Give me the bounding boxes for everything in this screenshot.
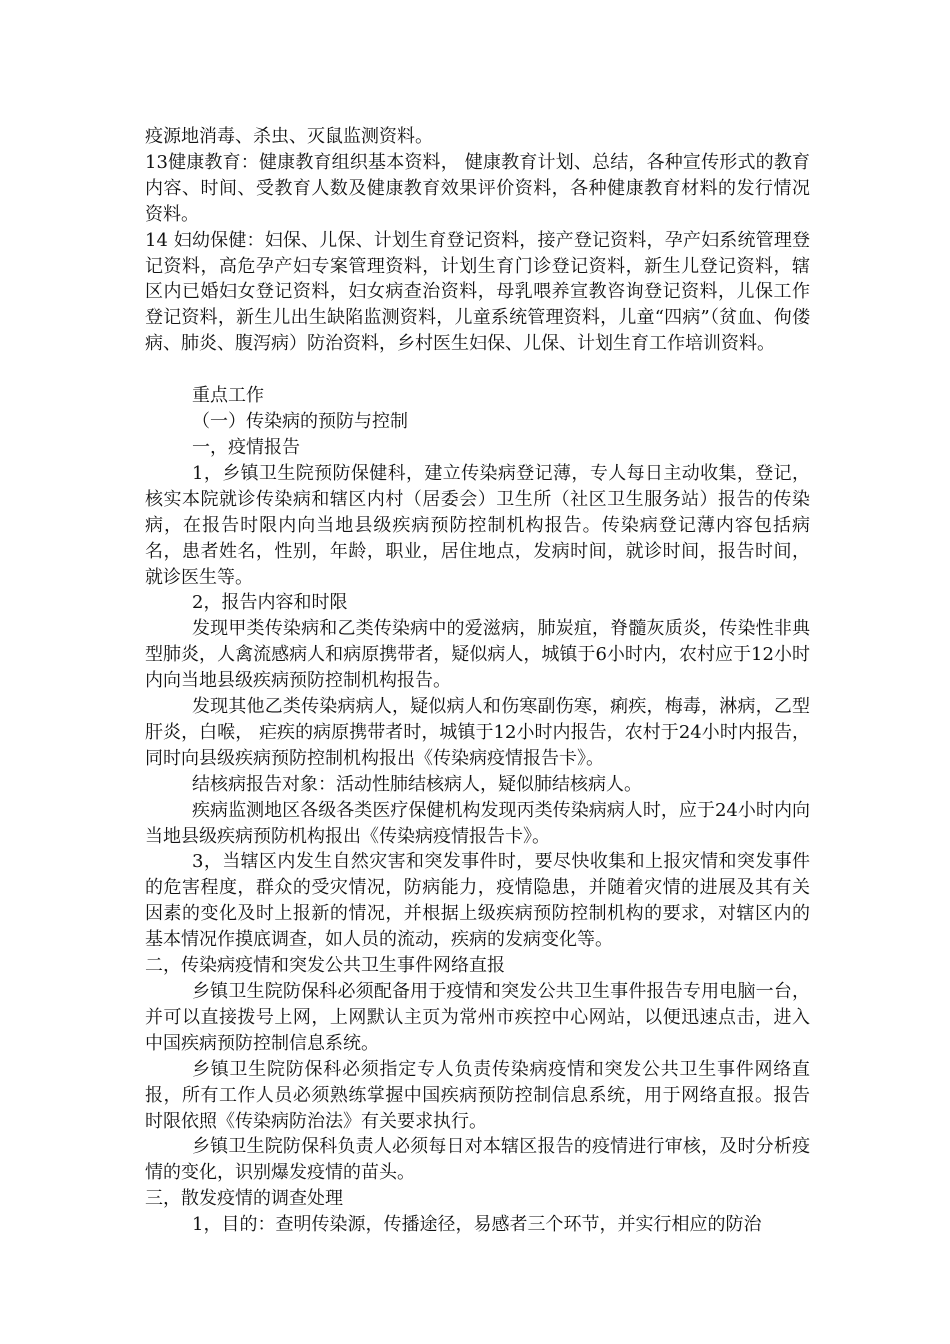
- heading-epidemic-report: 一，疫情报告: [192, 436, 300, 458]
- document-page: [145, 124, 810, 1238]
- heading-network-report: 二，传染病疫情和突发公共卫生事件网络直报: [145, 955, 505, 977]
- section-heading-key-work: 重点工作: [192, 385, 264, 407]
- paragraph-purpose: 1，目的：查明传染源，传播途径，易感者三个环节，并实行相应的防治: [192, 1214, 762, 1236]
- paragraph-computer: 乡镇卫生院防保科必须配备用于疫情和突发公共卫生事件报告专用电脑一台，并可以直接拨号上网，上网默认主页为常州市疾控中心网站，以便迅速点击，进入中国疾病预防控制信息系统。: [145, 981, 810, 1054]
- heading-report-content: 2，报告内容和时限: [192, 592, 348, 614]
- paragraph-class-c: 疾病监测地区各级各类医疗保健机构发现丙类传染病病人时，应于24小时内向当地县级疾病预防机构报出《传染病疫情报告卡》。: [145, 799, 810, 847]
- paragraph-review: 乡镇卫生院防保科负责人必须每日对本辖区报告的疫情进行审核，及时分析疫情的变化，识别爆发疫情的苗头。: [145, 1136, 810, 1184]
- subsection-heading-infectious-disease: （一）传染病的预防与控制: [192, 411, 408, 433]
- paragraph-registration: 1，乡镇卫生院预防保健科，建立传染病登记薄，专人每日主动收集，登记，核实本院就诊传染病和辖区内村（居委会）卫生所（社区卫生服务站）报告的传染病，在报告时限内向当地县级疾病预防控制机构报告。传染病登记薄内容包括病名，患者姓名，性别，年龄，职业，居住地点，发病时间，就诊时间，报告时间，就诊医生等。: [145, 462, 810, 588]
- paragraph-class-b: 发现其他乙类传染病病人，疑似病人和伤寒副伤寒，痢疾，梅毒，淋病，乙型肝炎，白喉， 疟疾的病原携带者时，城镇于12小时内报告，农村于24小时内报告，同时向县级疾病预防控制机构报出《传染病疫情报告卡》。: [145, 696, 810, 769]
- paragraph-disaster: 3，当辖区内发生自然灾害和突发事件时，要尽快收集和上报灾情和突发事件的危害程度，群众的受灾情况，防病能力，疫情隐患，并随着灾情的进展及其有关因素的变化及时上报新的情况，并根据上级疾病预防控制机构的要求，对辖区内的基本情况作摸底调查，如人员的流动，疾病的发病变化等。: [145, 851, 810, 951]
- paragraph-1: 疫源地消毒、杀虫、灭鼠监测资料。: [145, 126, 433, 147]
- paragraph-class-a: 发现甲类传染病和乙类传染病中的爱滋病，肺炭疽，脊髓灰质炎，传染性非典型肺炎，人禽流感病人和病原携带者，疑似病人，城镇于6小时内，农村应于12小时内向当地县级疾病预防控制机构报告。: [145, 618, 810, 692]
- heading-investigation: 三，散发疫情的调查处理: [145, 1188, 343, 1210]
- paragraph-staff: 乡镇卫生院防保科必须指定专人负责传染病疫情和突发公共卫生事件网络直报，所有工作人员必须熟练掌握中国疾病预防控制信息系统，用于网络直报。报告时限依照《传染病防治法》有关要求执行。: [145, 1058, 810, 1132]
- paragraph-3: 14 妇幼保健：妇保、儿保、计划生育登记资料，接产登记资料，孕产妇系统管理登记资料，高危孕产妇专案管理资料，计划生育门诊登记资料，新生儿登记资料，辖区内已婚妇女登记资料，妇女病查治资料，母乳喂养宣教咨询登记资料，儿保工作登记资料，新生儿出生缺陷监测资料，儿童系统管理资料，儿童“四病”（贫血、佝偻病、肺炎、腹泻病）防治资料，乡村医生妇保、儿保、计划生育工作培训资料。: [145, 229, 810, 355]
- paragraph-2: 13健康教育：健康教育组织基本资料， 健康教育计划、总结，各种宣传形式的教育内容、时间、受教育人数及健康教育效果评价资料，各种健康教育材料的发行情况资料。: [145, 151, 810, 225]
- paragraph-tuberculosis: 结核病报告对象：活动性肺结核病人，疑似肺结核病人。: [192, 773, 642, 795]
- blank-line: [145, 357, 810, 383]
